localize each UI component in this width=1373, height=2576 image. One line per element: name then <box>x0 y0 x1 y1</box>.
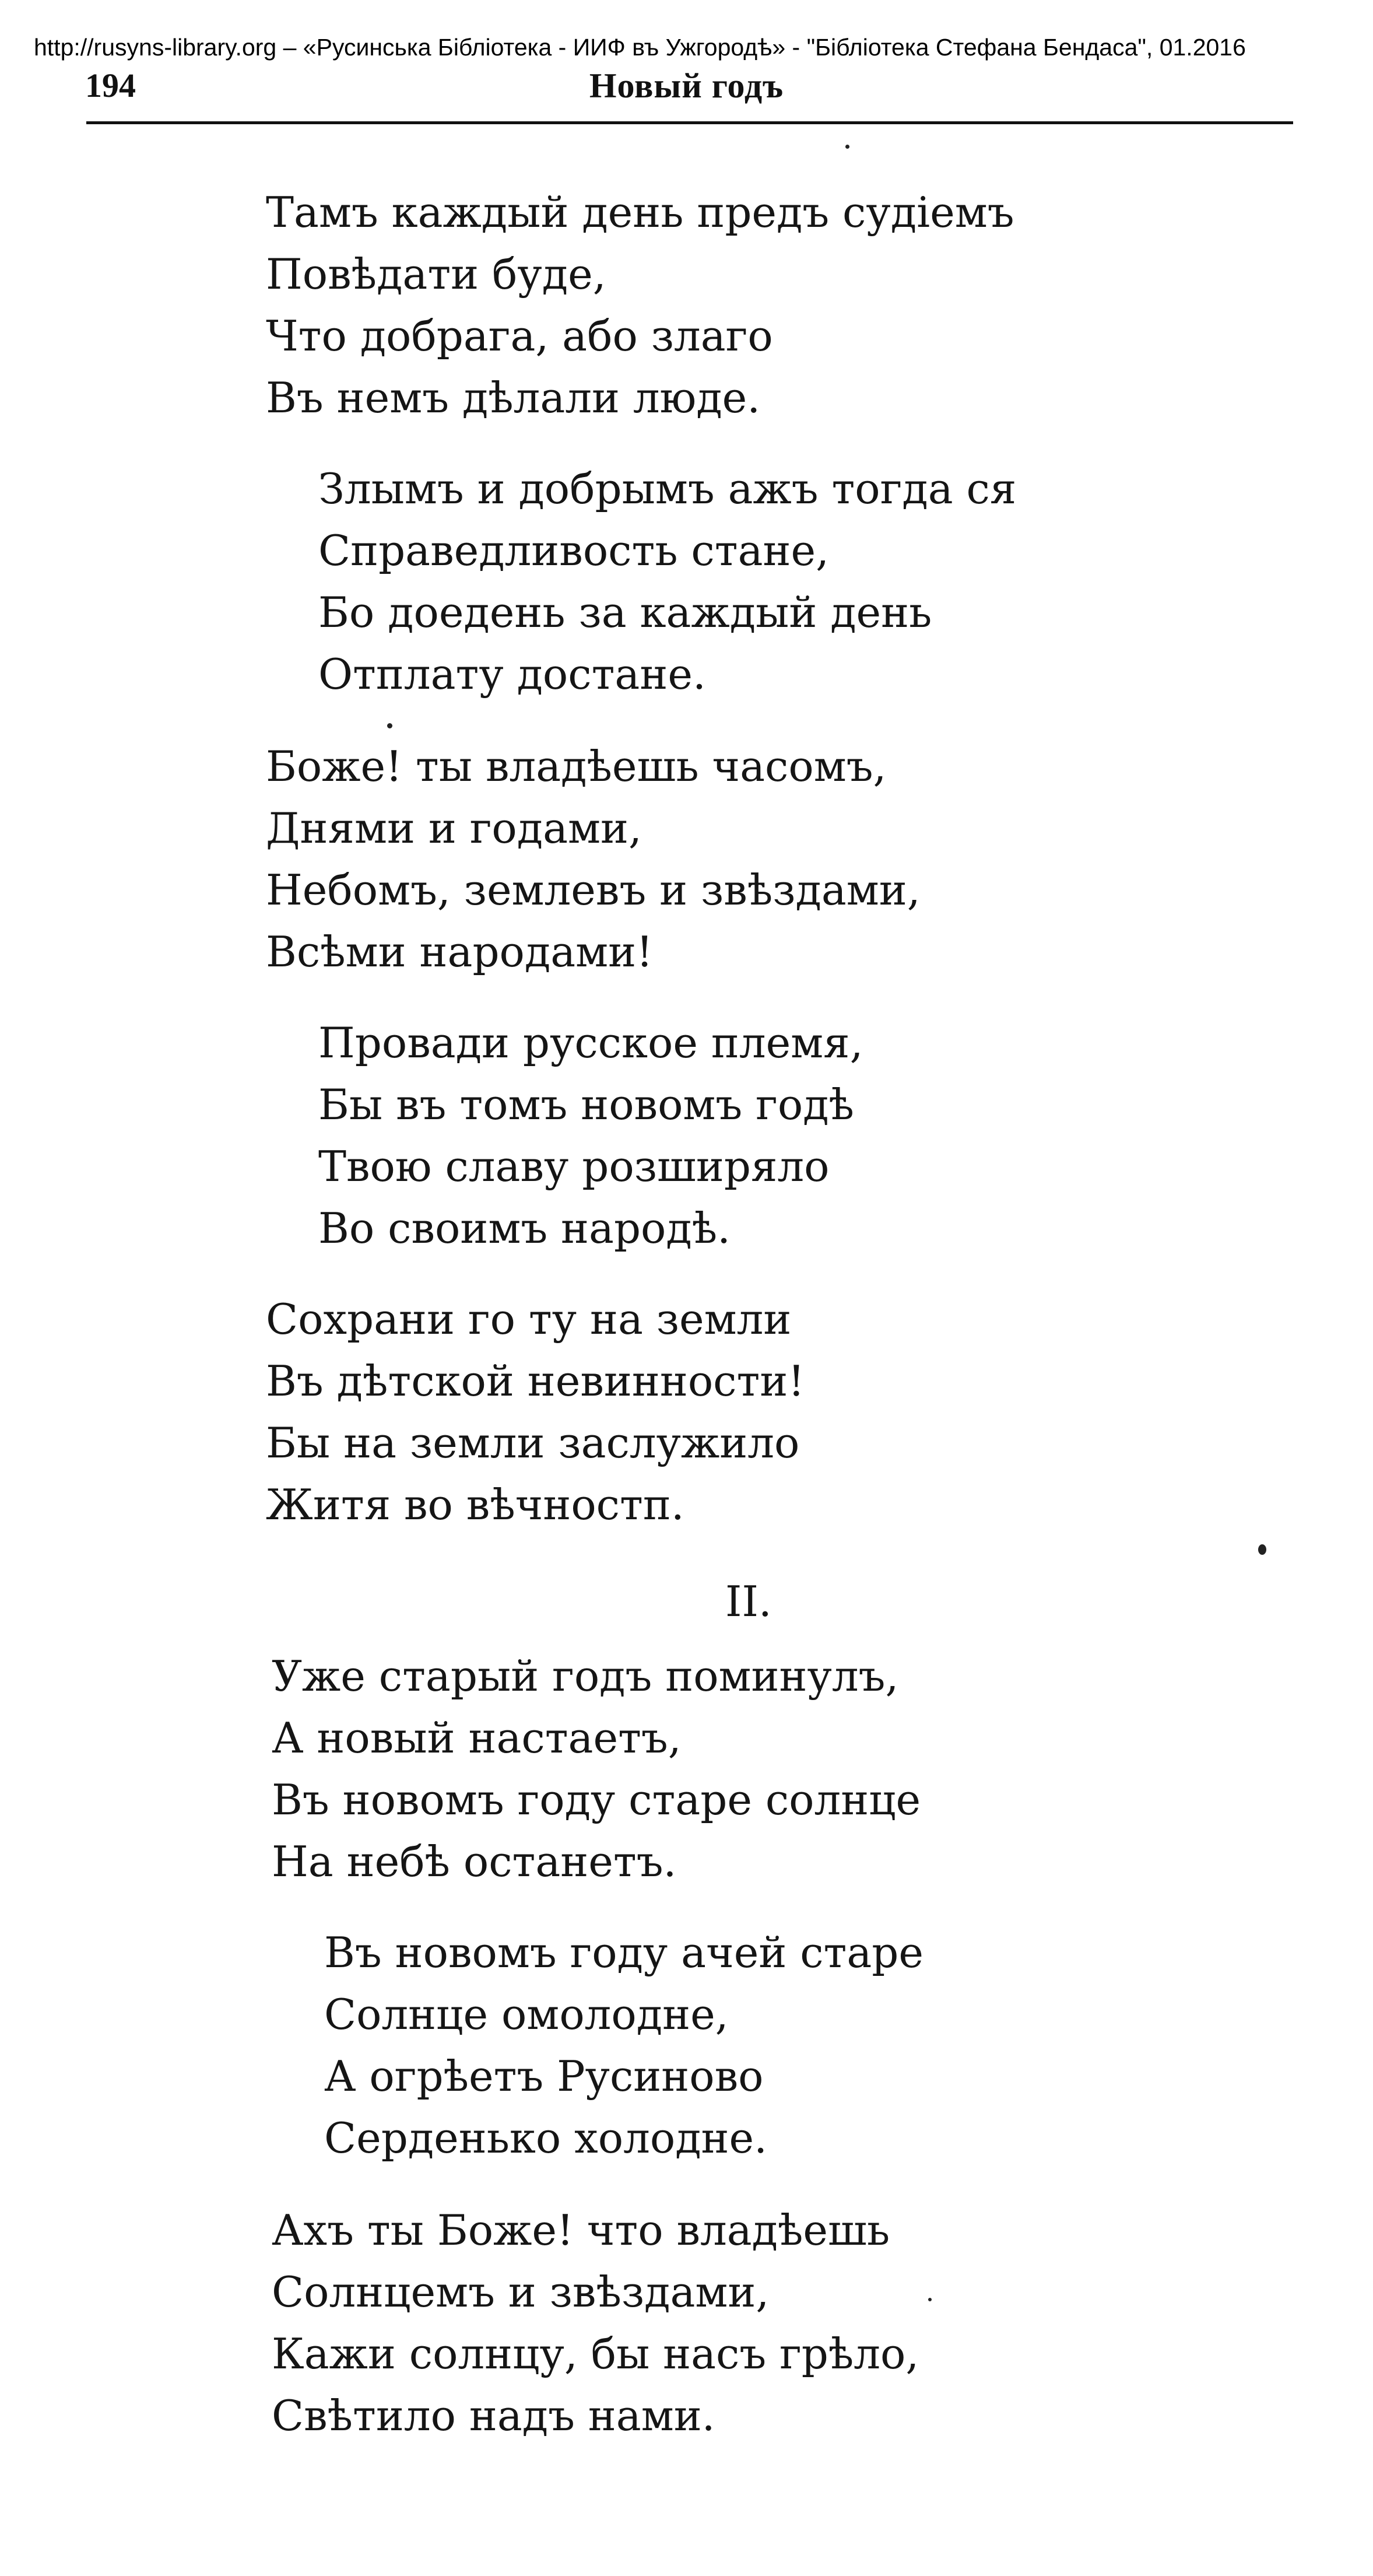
verse-line: Бы въ томъ новомъ годѣ <box>318 1080 854 1129</box>
verse-line: Въ новомъ году старе солнце <box>272 1775 921 1824</box>
verse-line: Бы на земли заслужило <box>266 1418 800 1467</box>
verse-line: Твою славу розширяло <box>318 1142 830 1191</box>
verse-line: А огрѣетъ Русиново <box>324 2052 764 2101</box>
header-rule <box>86 121 1293 124</box>
verse-line: Въ новомъ году ачей старе <box>324 1928 923 1977</box>
verse-line: Тамъ каждый день предъ судіемъ <box>266 188 1014 237</box>
verse-line: Что добрага, або злаго <box>266 311 773 360</box>
verse-line: Всѣми народами! <box>266 927 654 976</box>
verse-line: Днями и годами, <box>266 804 642 853</box>
verse-line: Въ немъ дѣлали люде. <box>266 373 761 422</box>
verse-line: Въ дѣтской невинности! <box>266 1357 805 1406</box>
scan-speck <box>387 723 392 728</box>
verse-line: Повѣдати буде, <box>266 250 606 299</box>
running-title: Новый годъ <box>589 66 784 105</box>
verse-line: Справедливость стане, <box>318 526 829 575</box>
verse-line: А новый настаетъ, <box>272 1713 682 1762</box>
verse-line: Провади русское племя, <box>318 1018 863 1067</box>
verse-line: Сохрани го ту на земли <box>266 1295 792 1344</box>
verse-line: Во своимъ народѣ. <box>318 1204 731 1253</box>
verse-line: Свѣтило надъ нами. <box>272 2391 715 2440</box>
verse-line: Бо доедень за каждый день <box>318 588 932 637</box>
verse-line: Житя во вѣчностп. <box>266 1480 684 1529</box>
scan-speck <box>1258 1544 1266 1555</box>
verse-line: Злымъ и добрымъ ажъ тогда ся <box>318 464 1017 513</box>
verse-line: Ахъ ты Боже! что владѣешь <box>272 2206 890 2255</box>
scan-speck <box>928 2298 932 2301</box>
verse-line: Кажи солнцу, бы насъ грѣло, <box>272 2329 919 2378</box>
verse-line: Солнцемъ и звѣздами, <box>272 2267 770 2316</box>
verse-line: Боже! ты владѣешь часомъ, <box>266 742 887 791</box>
scan-speck <box>845 145 849 149</box>
verse-line: Серденько холодне. <box>324 2114 768 2163</box>
page-number: 194 <box>85 66 136 104</box>
verse-line: Отплату достане. <box>318 650 706 699</box>
verse-line: Уже старый годъ поминулъ, <box>272 1652 899 1701</box>
verse-line: На небѣ останетъ. <box>272 1837 677 1886</box>
source-attribution: http://rusyns-library.org – «Русинська Бібліотека - ИИФ въ Ужгородѣ» - "Бібліотека Стефана Бендаса", 01.2016 <box>34 34 1246 61</box>
section-numeral: II. <box>725 1577 772 1626</box>
verse-line: Солнце омолодне, <box>324 1990 729 2039</box>
verse-line: Небомъ, землевъ и звѣздами, <box>266 865 921 914</box>
